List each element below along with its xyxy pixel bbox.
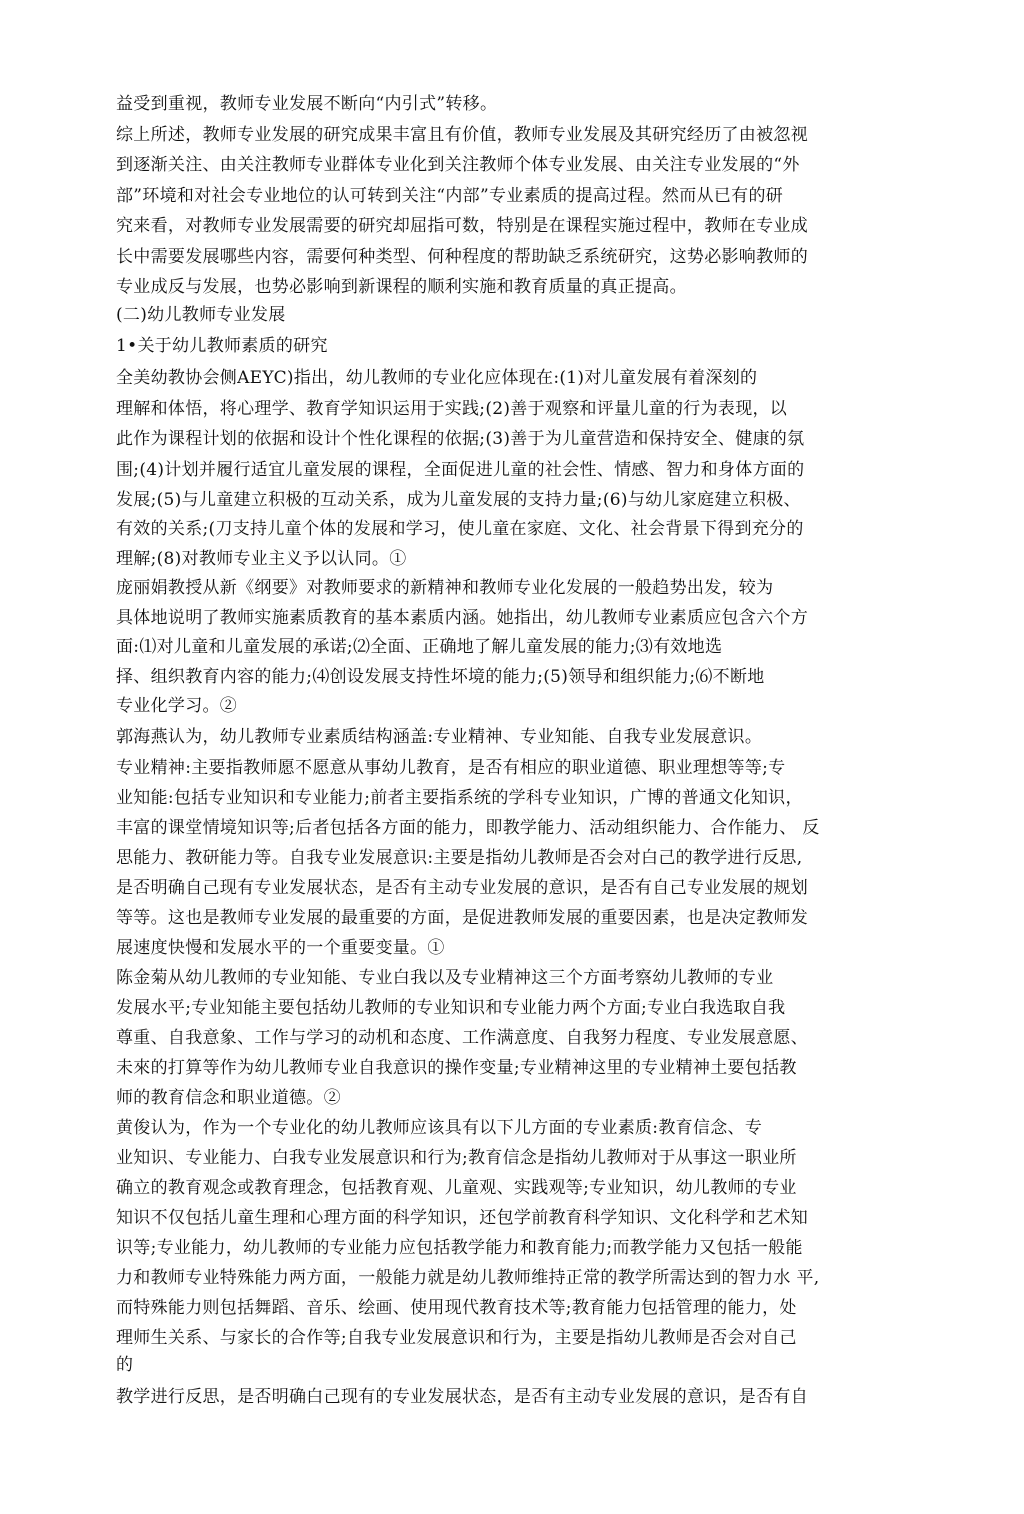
text-line: 而特殊能力则包括舞蹈、音乐、绘画、使用现代教育技术等;教育能力包括管理的能力，处 [116, 1298, 797, 1318]
text-line: 确立的教育观念或教育理念，包括教育观、儿童观、实践观等;专业知识，幼儿教师的专业 [116, 1178, 797, 1198]
text-line: 此作为课程计划的依据和设计个性化课程的依据;(3)善于为儿童营造和保持安全、健康的氛 [116, 429, 805, 449]
text-line: 尊重、自我意象、工作与学习的动机和态度、工作满意度、自我努力程度、专业发展意愿、 [116, 1028, 808, 1048]
text-line: 陈金菊从幼儿教师的专业知能、专业白我以及专业精神这三个方面考察幼儿教师的专业 [116, 968, 774, 988]
text-line: 有效的关系;(刀支持儿童个体的发展和学习，使儿童在家庭、文化、社会背景下得到充分的 [116, 519, 804, 539]
text-line: 理解和体悟，将心理学、教育学知识运用于实践;(2)善于观察和评量儿童的行为表现，以 [116, 399, 788, 419]
text-line: 面:⑴对儿童和儿童发展的承诺;⑵全面、正确地了解儿童发展的能力;⑶有效地选 [116, 637, 723, 657]
text-line: 等等。这也是教师专业发展的最重要的方面，是促进教师发展的重要因素，也是决定教师发 [116, 908, 808, 928]
text-line: 综上所述，教师专业发展的研究成果丰富且有价值，教师专业发展及其研究经历了由被忽视 [116, 125, 808, 145]
text-line: 长中需要发展哪些内容，需要何种类型、何种程度的帮助缺乏系统研究，这势必影响教师的 [116, 247, 808, 267]
text-line: 理师生关系、与家长的合作等;自我专业发展意识和行为，主要是指幼儿教师是否会对自己 [116, 1328, 797, 1348]
text-line: 教学进行反思，是否明确白己现有的专业发展状态，是否有主动专业发展的意识，是否有自 [116, 1387, 808, 1407]
text-line: 未來的打算等作为幼儿教师专业自我意识的操作变量;专业精神这里的专业精神土要包括教 [116, 1058, 797, 1078]
text-line: 识等;专业能力，幼儿教师的专业能力应包括教学能力和教育能力;而教学能力又包括一般能 [116, 1238, 803, 1258]
text-line: 部”环境和对社会专业地位的认可转到关注“内部”专业素质的提高过程。然而从已有的研 [116, 186, 784, 206]
text-line: 全美幼教协会侧AEYC)指出，幼儿教师的专业化应体现在:(1)对儿童发展有着深刻的 [116, 368, 758, 388]
text-line: 黄俊认为，作为一个专业化的幼儿教师应该具有以下儿方面的专业素质:教育信念、专 [116, 1118, 763, 1138]
text-line: 理解;(8)对教师专业主义予以认同。① [116, 549, 407, 569]
text-line: 发展;(5)与儿童建立积极的互动关系，成为儿童发展的支持力量;(6)与幼儿家庭建立积极、 [116, 490, 801, 510]
text-line: 发展水平;专业知能主要包括幼儿教师的专业知识和专业能力两个方面;专业白我选取自我 [116, 998, 786, 1018]
text-line: 丰富的课堂情境知识等;后者包括各方面的能力，即教学能力、活动组织能力、合作能力、 反 [116, 818, 820, 838]
text-line: 师的教育信念和职业道德。② [116, 1088, 341, 1108]
subsection-heading: 1•关于幼儿教师素质的研究 [116, 336, 328, 356]
text-line: 庞丽娟教授从新《纲要》对教师要求的新精神和教师专业化发展的一般趋势出发，较为 [116, 578, 774, 598]
text-line: 围;(4)计划并履行适宜儿童发展的课程，全面促进儿童的社会性、情感、智力和身体方面的 [116, 460, 805, 480]
text-line: 思能力、教研能力等。自我专业发展意识:主要是指幼儿教师是否会对白己的教学进行反思, [116, 848, 803, 868]
text-line: 是否明确自己现有专业发展状态，是否有主动专业发展的意识，是否有自己专业发展的规划 [116, 878, 808, 898]
text-line: 专业化学习。② [116, 696, 238, 716]
text-line: 业知识、专业能力、白我专业发展意识和行为;教育信念是指幼儿教师对于从事这一职业所 [116, 1148, 797, 1168]
text-line: 究来看，对教师专业发展需要的研究却屈指可数，特别是在课程实施过程中，教师在专业成 [116, 216, 808, 236]
text-line: 力和教师专业特殊能力两方面，一般能力就是幼儿教师维持正常的教学所需达到的智力水 平, [116, 1268, 820, 1288]
text-line: 专业成反与发展，也势必影响到新课程的顺利实施和教育质量的真正提高。 [116, 277, 687, 297]
text-line: 展速度快慢和发展水平的一个重要变量。① [116, 938, 445, 958]
text-line: 到逐渐关注、由关注教师专业群体专业化到关注教师个体专业发展、由关注专业发展的“外 [116, 155, 800, 175]
text-line: 具体地说明了教师实施素质教育的基本素质内涵。她指出，幼儿教师专业素质应包含六个方 [116, 608, 808, 628]
text-line: 专业精神:主要指教师愿不愿意从事幼儿教育，是否有相应的职业道德、职业理想等等;专 [116, 758, 786, 778]
text-line: 择、组织教育内容的能力;⑷创设发展支持性坏境的能力;(5)领导和组织能力;⑹不断地 [116, 667, 765, 687]
text-line: 业知能:包括专业知识和专业能力;前者主要指系统的学科专业知识，广博的普通文化知识， [116, 788, 803, 808]
text-line: 的 [116, 1355, 134, 1375]
section-heading: (二)幼儿教师专业发展 [116, 305, 286, 325]
text-line: 益受到重视，教师专业发展不断向“内引式”转移。 [116, 94, 498, 114]
text-line: 知识不仅包括儿童生理和心理方面的科学知识，还包学前教育科学知识、文化科学和艺术知 [116, 1208, 808, 1228]
text-line: 郭海燕认为，幼儿教师专业素质结构涵盖:专业精神、专业知能、自我专业发展意识。 [116, 727, 763, 747]
